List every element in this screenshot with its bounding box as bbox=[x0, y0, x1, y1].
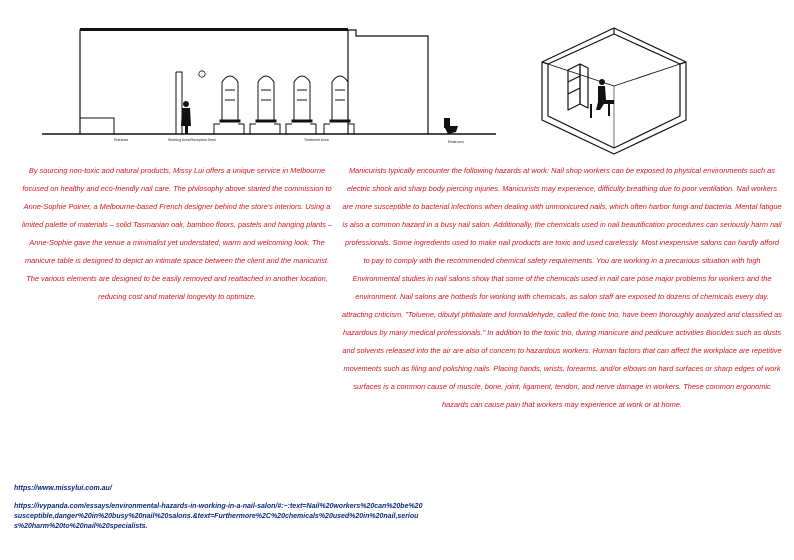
station-chair bbox=[238, 124, 244, 134]
station-table bbox=[330, 120, 350, 122]
station-chair bbox=[274, 124, 280, 134]
source-link-ivypanda[interactable]: https://ivypanda.com/essays/environmental-hazards-in-working-in-a-nail-salon/#:~:text=Nail%20workers%20can%20be%20susceptible,danger%20in%20busy%20nail%20salons.&text=Furthermore%2C%20chemicals%20used%20in%20nail,serious%20harm%20to%20nail%20specialists. bbox=[14, 503, 423, 530]
entrance-step bbox=[80, 118, 114, 134]
station-shelf bbox=[222, 76, 238, 120]
station-shelf bbox=[332, 76, 348, 120]
manicurist-hazards-text: Manicurists typically encounter the following hazards at work: Nail shop workers can be exposed to physical environments such as electric shock and sharp body piercing injuries. Manicurists may experience, difficulty breathing due to poor ventilation. Nail workers are more susceptible to bacterial infections when dealing with unmonicured nails, which often harbor fungi and bacteria. Mental fatigue is also a common hazard in a busy nail salon. Additionally, the chemicals used in nail beautification procedures can seriously harm nail professionals. Some ingredients used to make nail products are toxic and used carelessly. Most inexpensive salons can hardly afford to pay to comply with the recommended chemical safety requirements. You are working in a precarious situation with high Environmental studies in nail salons show that some of the chemicals used in nail care pose major problems for workers and the environment. Nail salons are hotbeds for working with chemicals, as salon staff are exposed to dozens of chemicals every day. attracting criticism. "Toluene, dibutyl phthalate and formaldehyde, called the toxic trio, have been thoroughly analyzed and classified as hazardous by many medical professionals." In addition to the toxic trio, during manicure and pedicure activities Biocides such as dusts and solvents released into the air are also of concern to hazardous workers. Human factors that can affect the workplace are repetitive movements such as filing and polishing nails. Placing hands, wrists, forearms, and/or elbows on hard surfaces or sharp edges of work surfaces is a common cause of muscle, bone, joint, ligament, tendon, and nerve damage in workers. These common ergonomic hazards can cause pain that workers may experience at work or at home. bbox=[342, 166, 782, 409]
station-shelf bbox=[258, 76, 274, 120]
label-treatment-area: Treatment Area bbox=[304, 138, 329, 142]
station-table bbox=[220, 120, 240, 122]
missy-lui-description: By sourcing non-toxic and natural products, Missy Lui offers a unique service in Melbourne focused on healthy and eco-friendly nail care. The philosophy above started the commission to Anne-Sophie Poirier, a Melbourne-based French designer behind the store's interiors. Using a limited palette of materials – solid Tasmanian oak, bamboo floors, pastels and hanging plants – Anne-Sophie gave the venue a minimalist yet understated, warm and welcoming look. The manicure table is designed to depict an intimate space between the client and the manicurist. The various elements are designed to be easily removed and reattached in another location, reducing cost and material longevity to optimize. bbox=[21, 166, 333, 301]
station-shelf bbox=[294, 76, 310, 120]
label-working-area: Working Area/Reception Desk bbox=[168, 138, 216, 142]
label-restroom: Restroom bbox=[448, 140, 464, 144]
station-chair bbox=[324, 124, 330, 134]
station-chair bbox=[214, 124, 220, 134]
label-entrance: Entrance bbox=[114, 138, 129, 142]
roof-slab bbox=[80, 28, 348, 31]
roof-line bbox=[80, 30, 348, 134]
toilet-icon bbox=[444, 118, 458, 134]
station-chair bbox=[310, 124, 316, 134]
station-table bbox=[256, 120, 276, 122]
isometric-room-svg bbox=[538, 24, 690, 156]
salon-section-drawing bbox=[36, 26, 498, 150]
isometric-room-drawing bbox=[538, 24, 690, 156]
source-link-missylui[interactable]: https://www.missylui.com.au/ bbox=[14, 485, 112, 492]
restroom-wall bbox=[348, 30, 428, 134]
station-table bbox=[292, 120, 312, 122]
station-chair bbox=[250, 124, 256, 134]
station-chair bbox=[348, 124, 354, 134]
manicure-stations bbox=[214, 76, 354, 134]
salon-section-svg bbox=[36, 26, 498, 150]
clock-icon bbox=[199, 71, 205, 77]
station-chair bbox=[286, 124, 292, 134]
